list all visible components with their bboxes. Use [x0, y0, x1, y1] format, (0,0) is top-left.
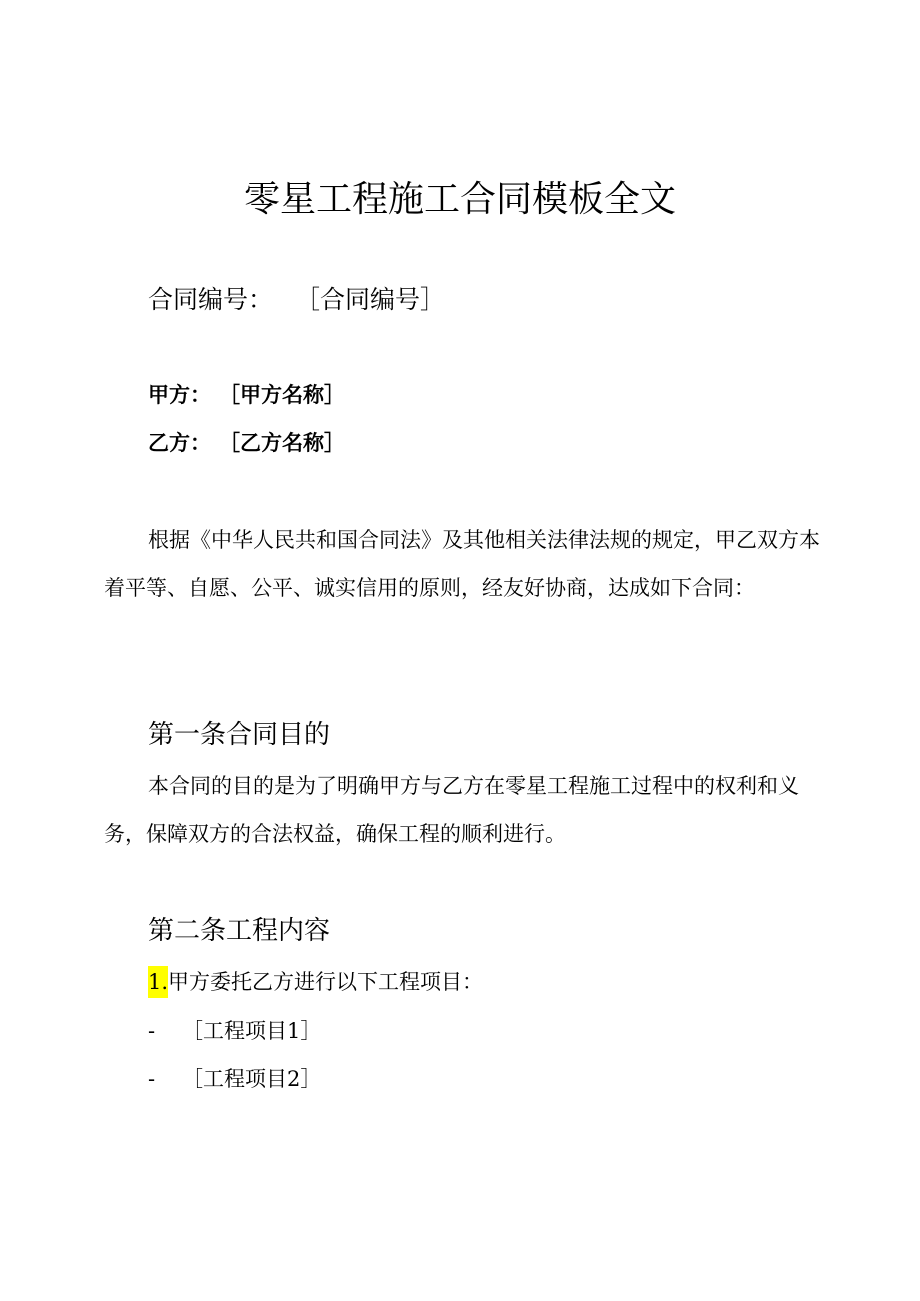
party-b-line [148, 428, 345, 458]
party-a-line [148, 380, 345, 410]
contract-number-label: 合同编号： [148, 285, 274, 314]
bullet-text: ［工程项目2］ [182, 1067, 322, 1091]
contract-number-value: ［合同编号］ [295, 285, 446, 314]
document-title: 零星工程施工合同模板全文 [243, 179, 676, 220]
party-b-label: 乙方： [148, 430, 211, 455]
item-number-highlight: 1. [148, 966, 168, 998]
party-a-label: 甲方： [148, 382, 211, 407]
intro-paragraph: 根据《中华人民共和国合同法》及其他相关法律法规的规定，甲乙双方本着平等、自愿、公平、诚实信用的原则，经友好协商，达成如下合同： [104, 528, 820, 600]
party-a-value: ［甲方名称］ [219, 382, 345, 407]
bullet-text: ［工程项目1］ [182, 1019, 322, 1043]
contract-number-line [148, 282, 445, 318]
article-2-item-1 [148, 966, 483, 998]
bullet-item [148, 1015, 321, 1047]
article-1-heading: 第一条合同目的 [148, 720, 331, 750]
bullet-marker: - [148, 1067, 156, 1091]
bullet-item [148, 1063, 321, 1095]
bullet-marker: - [148, 1019, 156, 1043]
party-b-value: ［乙方名称］ [219, 430, 345, 455]
article-1-body: 本合同的目的是为了明确甲方与乙方在零星工程施工过程中的权利和义务，保障双方的合法权益，确保工程的顺利进行。 [104, 774, 799, 846]
item-text: 甲方委托乙方进行以下工程项目： [168, 970, 484, 994]
article-2-heading: 第二条工程内容 [148, 916, 331, 946]
